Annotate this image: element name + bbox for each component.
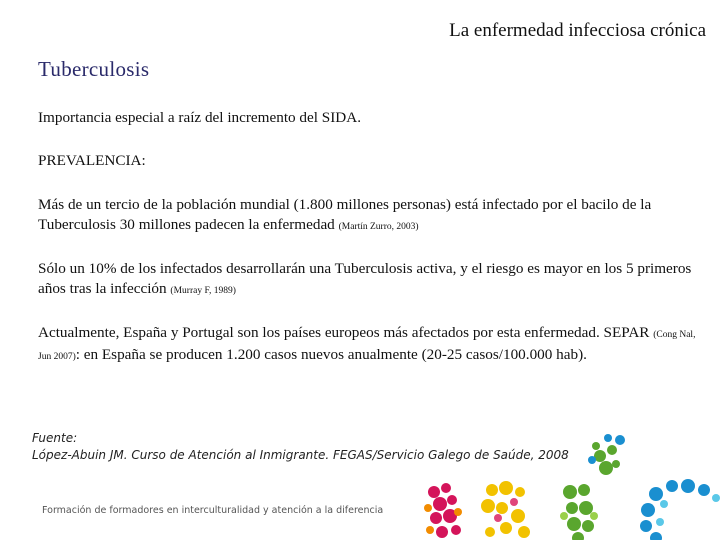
paragraph-spain-text-b: : en España se producen 1.200 casos nuevos anualmente (20-25 casos/100.000 hab). [75, 346, 587, 363]
source-reference: López-Abuin JM. Curso de Atención al Inmigrante. FEGAS/Servicio Galego de Saúde, 2008 [32, 448, 569, 462]
paragraph-spain-portugal [38, 323, 698, 367]
citation-martin-zurro: (Martín Zurro, 2003) [338, 222, 419, 232]
paragraph-active-tb-text: Sólo un 10% de los infectados desarrollarán una Tuberculosis activa, y el riesgo es mayor en los 5 primeros años tras la infección [38, 260, 692, 297]
paragraph-active-tb [38, 259, 698, 301]
citation-murray: (Murray F, 1989) [170, 286, 236, 296]
section-title: Tuberculosis [38, 57, 150, 81]
paragraph-sida: Importancia especial a raíz del incremento del SIDA. [38, 109, 362, 126]
source-note [32, 430, 569, 464]
paragraph-spain-text-a: Actualmente, España y Portugal son los países europeos más afectados por esta enfermedad. SEPAR [38, 324, 654, 341]
paragraph-world-prevalence [38, 195, 698, 237]
footer-program-text: Formación de formadores en interculturalidad y atención a la diferencia [42, 505, 384, 516]
slide-title: La enfermedad infecciosa crónica [449, 20, 706, 41]
paragraph-world-prevalence-text: Más de un tercio de la población mundial (1.800 millones personas) está infectado por el bacilo de la Tuberculosis 30 millones padecen la enfermedad [38, 196, 652, 233]
citation-cong-nal: (Cong Nal, Jun 2007) [38, 330, 696, 362]
paragraph-prevalencia-heading: PREVALENCIA: [38, 152, 146, 169]
source-label: Fuente: [32, 431, 78, 445]
